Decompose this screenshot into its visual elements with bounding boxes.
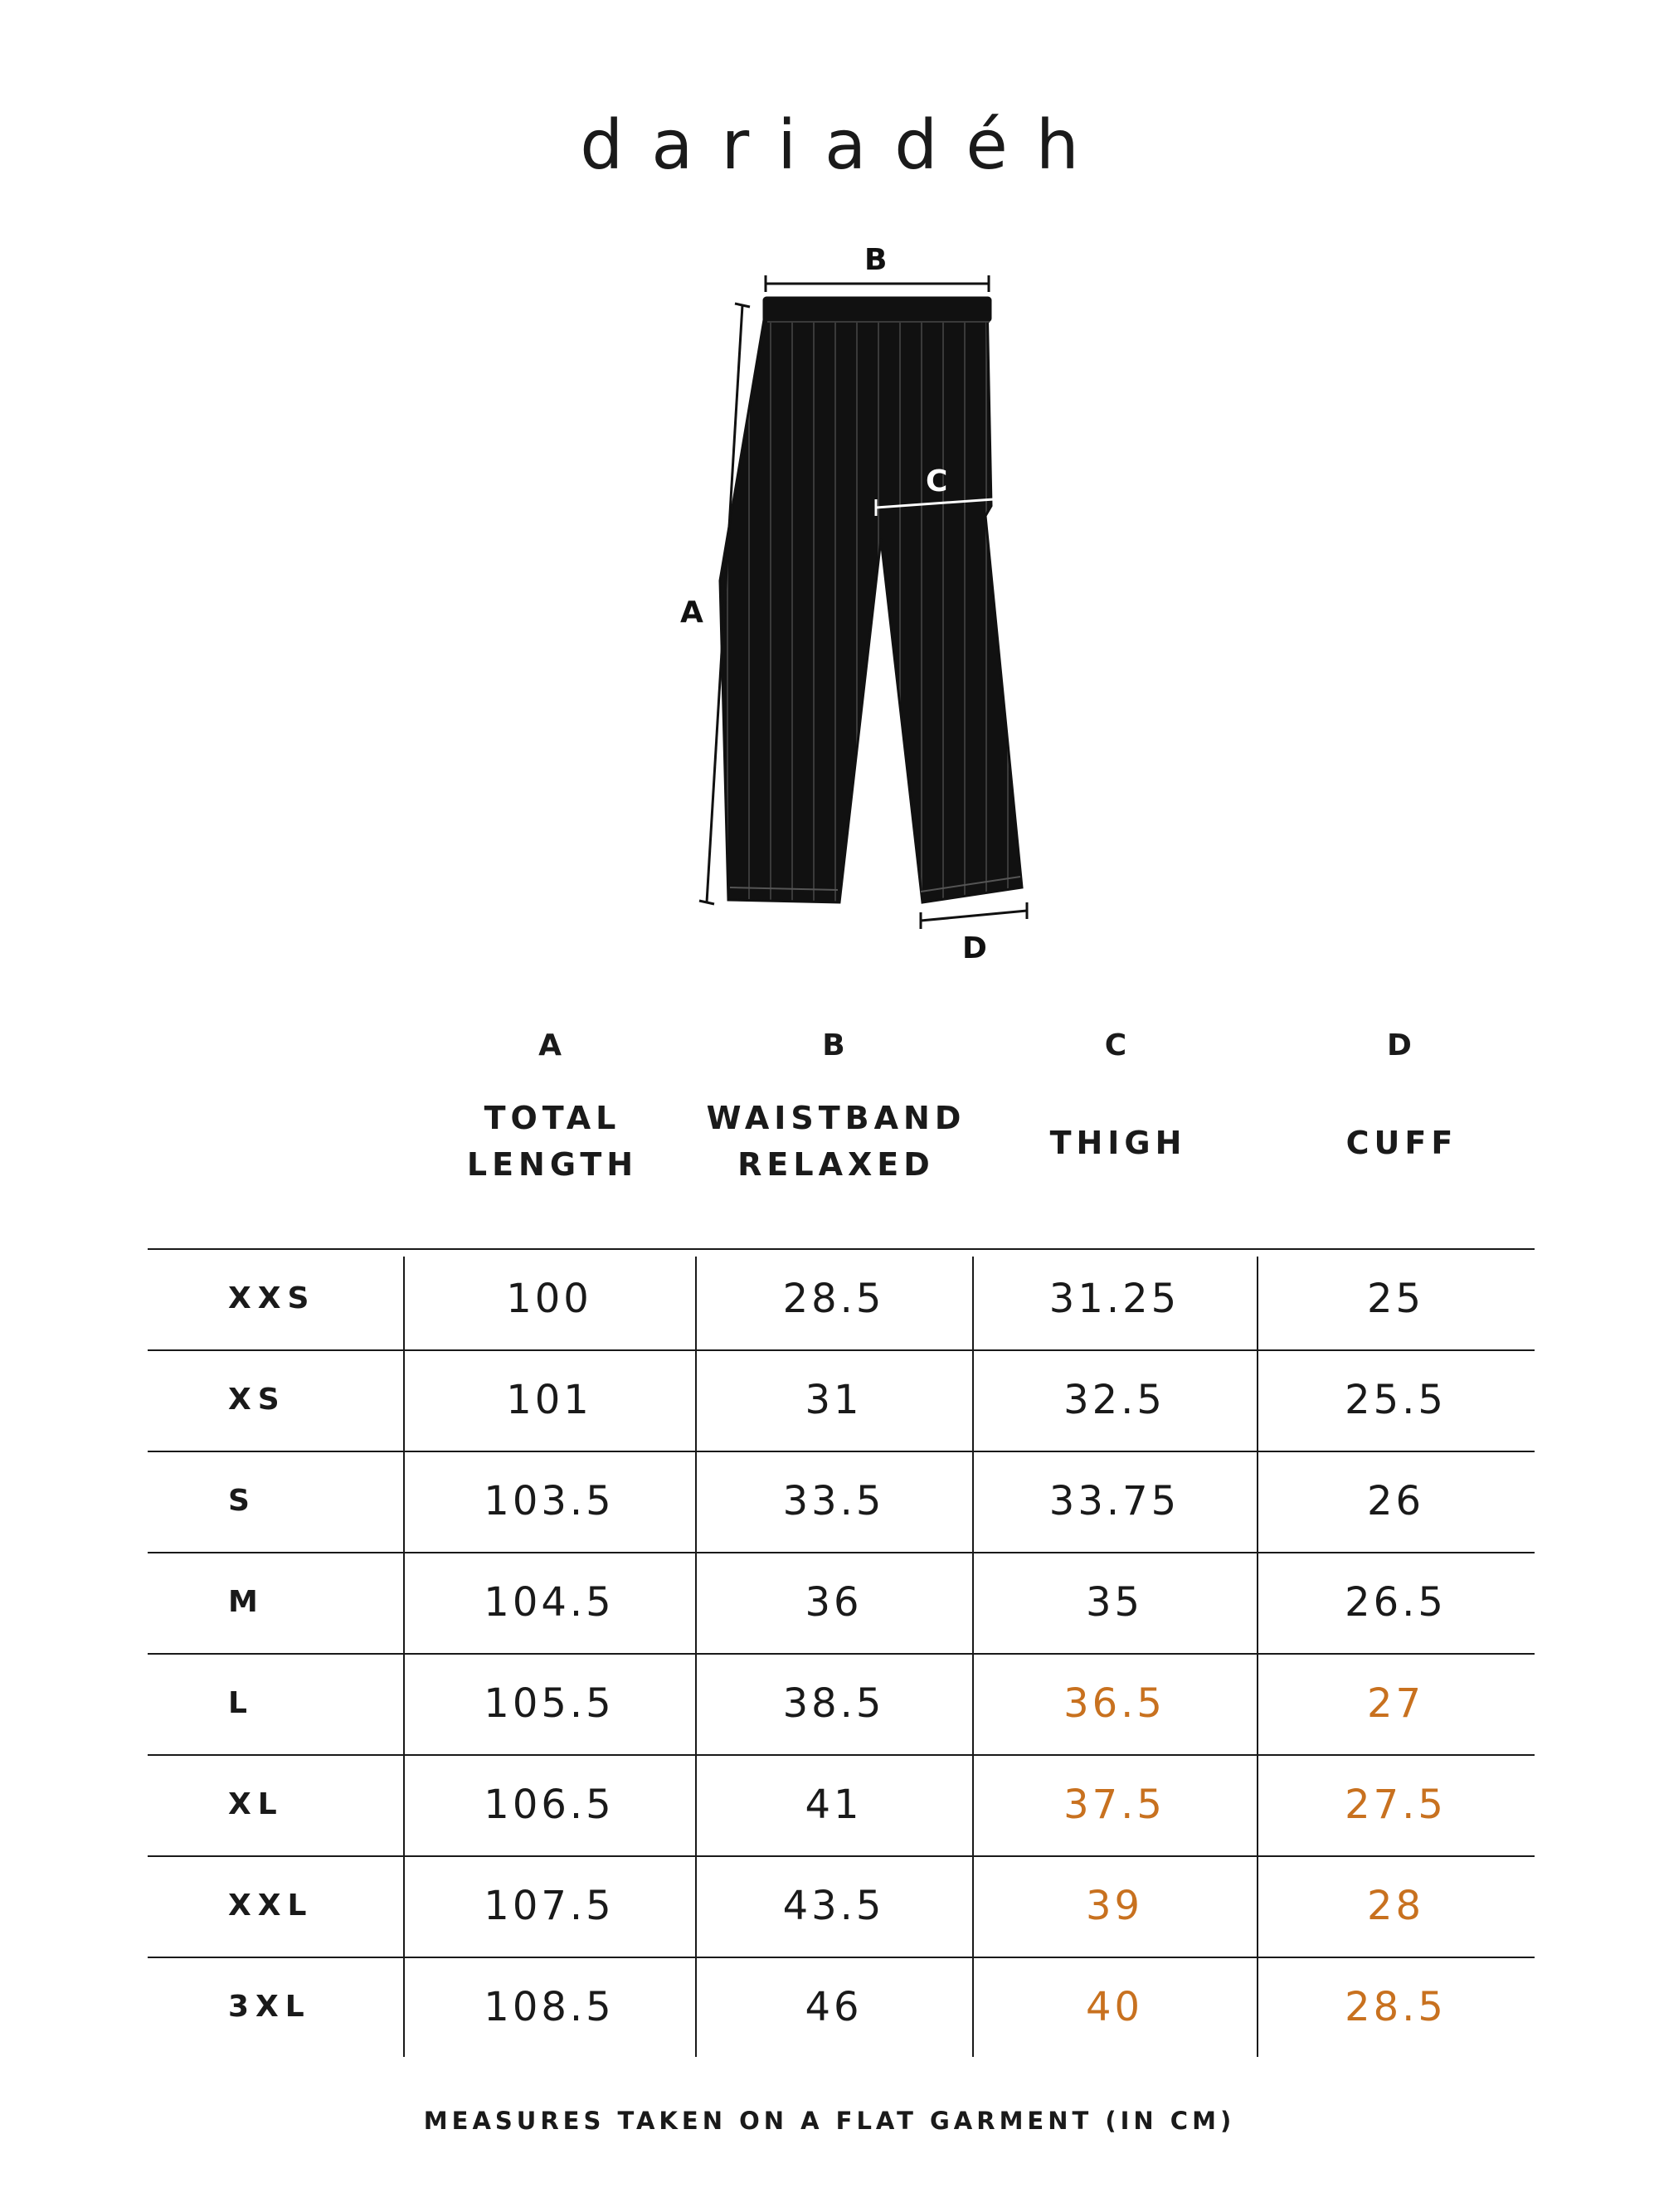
- value-cuff: 26.5: [1345, 1579, 1447, 1626]
- value-cuff: 25: [1366, 1276, 1425, 1322]
- column-letter: B: [822, 1028, 850, 1062]
- table-row: [148, 1349, 1535, 1451]
- value-thigh: 33.75: [1048, 1478, 1180, 1524]
- waistband-shape: [763, 297, 991, 322]
- value-total-length: 107.5: [484, 1883, 615, 1929]
- table-row: [148, 1957, 1535, 2058]
- value-cuff: 27.5: [1345, 1782, 1447, 1828]
- trousers-shape: [720, 300, 1022, 902]
- value-thigh: 35: [1085, 1579, 1144, 1626]
- column-letter: C: [1104, 1028, 1132, 1062]
- value-total-length: 104.5: [484, 1579, 615, 1626]
- column-name-line: LENGTH: [466, 1146, 639, 1183]
- measure-line-d: [921, 911, 1027, 921]
- value-waistband: 41: [805, 1782, 863, 1828]
- value-thigh: 40: [1085, 1984, 1144, 2030]
- column-letter: A: [538, 1028, 567, 1062]
- value-thigh: 31.25: [1048, 1276, 1180, 1322]
- trousers-diagram: [630, 232, 1062, 962]
- value-total-length: 108.5: [484, 1984, 615, 2030]
- value-cuff: 25.5: [1345, 1377, 1447, 1423]
- size-label: XXS: [228, 1281, 316, 1315]
- table-row: [148, 1653, 1535, 1754]
- column-header-d: [1261, 1028, 1543, 1194]
- column-header-b: [695, 1028, 977, 1194]
- column-name: [977, 1120, 1259, 1166]
- column-name: [695, 1095, 977, 1188]
- measure-label-a: A: [680, 596, 703, 630]
- value-waistband: 31: [805, 1377, 863, 1423]
- column-name: [1261, 1120, 1543, 1166]
- size-label: XL: [228, 1787, 284, 1821]
- measure-label-d: D: [962, 931, 987, 962]
- value-waistband: 46: [805, 1984, 863, 2030]
- size-label: S: [228, 1484, 256, 1518]
- size-label: M: [228, 1585, 265, 1619]
- value-cuff: 28: [1366, 1883, 1425, 1929]
- value-cuff: 26: [1366, 1478, 1425, 1524]
- value-thigh: 39: [1085, 1883, 1144, 1929]
- brand-logo: dariadéh: [580, 106, 1107, 185]
- value-cuff: 28.5: [1345, 1984, 1447, 2030]
- value-thigh: 37.5: [1063, 1782, 1165, 1828]
- table-row: [148, 1754, 1535, 1855]
- column-name-line: THIGH: [1049, 1125, 1187, 1161]
- footnote: MEASURES TAKEN ON A FLAT GARMENT (IN CM): [423, 2107, 1236, 2135]
- value-total-length: 105.5: [484, 1680, 615, 1727]
- value-waistband: 28.5: [782, 1276, 885, 1322]
- size-label: XXL: [228, 1889, 314, 1923]
- size-label: L: [228, 1686, 254, 1720]
- measure-label-c: C: [926, 464, 948, 498]
- value-total-length: 103.5: [484, 1478, 615, 1524]
- value-cuff: 27: [1366, 1680, 1425, 1727]
- value-waistband: 36: [805, 1579, 863, 1626]
- column-header-a: [411, 1028, 693, 1194]
- column-name-line: TOTAL: [484, 1100, 621, 1136]
- value-total-length: 101: [506, 1377, 592, 1423]
- table-row: [148, 1855, 1535, 1957]
- value-waistband: 43.5: [782, 1883, 885, 1929]
- measure-label-b: B: [864, 243, 888, 277]
- table-row: [148, 1552, 1535, 1653]
- table-row: [148, 1451, 1535, 1552]
- value-thigh: 36.5: [1063, 1680, 1165, 1727]
- column-header-c: [977, 1028, 1259, 1194]
- table-row: [148, 1248, 1535, 1349]
- value-waistband: 33.5: [782, 1478, 885, 1524]
- column-name-line: WAISTBAND: [706, 1100, 966, 1136]
- value-total-length: 100: [506, 1276, 592, 1322]
- value-waistband: 38.5: [782, 1680, 885, 1727]
- value-total-length: 106.5: [484, 1782, 615, 1828]
- size-label: 3XL: [228, 1990, 311, 2024]
- column-name: [411, 1095, 693, 1188]
- size-label: XS: [228, 1383, 286, 1417]
- value-thigh: 32.5: [1063, 1377, 1165, 1423]
- column-name-line: CUFF: [1345, 1125, 1458, 1161]
- column-letter: D: [1387, 1028, 1417, 1062]
- column-name-line: RELAXED: [737, 1146, 935, 1183]
